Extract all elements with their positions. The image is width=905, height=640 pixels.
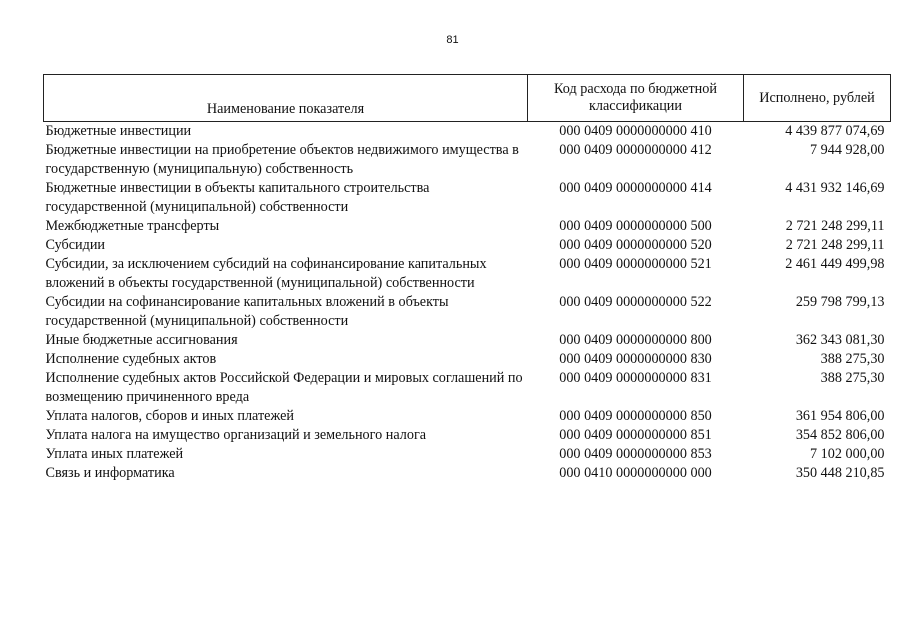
row-name: Субсидии на софинансирование капитальных вложений в объекты государственной (муниципальной) собственности <box>45 294 449 329</box>
table-body <box>44 122 891 484</box>
header-budget-code: Код расхода по бюджетной классификации <box>528 75 744 122</box>
row-name: Субсидии <box>45 237 106 253</box>
table-row <box>44 407 891 426</box>
row-code: 000 0409 0000000000 850 <box>559 408 712 424</box>
table-row <box>44 350 891 369</box>
row-amount: 362 343 081,30 <box>795 332 885 348</box>
row-amount: 2 721 248 299,11 <box>785 218 885 234</box>
table-row <box>44 293 891 331</box>
row-amount: 354 852 806,00 <box>795 427 885 443</box>
row-name: Связь и информатика <box>45 465 175 481</box>
row-amount: 259 798 799,13 <box>795 294 885 310</box>
table-row <box>44 464 891 483</box>
table-row <box>44 122 891 142</box>
row-code: 000 0409 0000000000 414 <box>559 180 712 196</box>
row-amount: 361 954 806,00 <box>795 408 885 424</box>
row-code: 000 0409 0000000000 851 <box>559 427 712 443</box>
row-code: 000 0409 0000000000 521 <box>559 256 712 272</box>
row-amount: 388 275,30 <box>820 370 885 386</box>
row-amount: 350 448 210,85 <box>795 465 885 481</box>
table-row <box>44 445 891 464</box>
row-amount: 2 721 248 299,11 <box>785 237 885 253</box>
row-amount: 7 102 000,00 <box>810 446 885 462</box>
row-code: 000 0409 0000000000 800 <box>559 332 712 348</box>
row-code: 000 0409 0000000000 412 <box>559 142 712 158</box>
row-name: Уплата налогов, сборов и иных платежей <box>45 408 294 424</box>
row-name: Бюджетные инвестиции <box>45 123 192 139</box>
budget-execution-table <box>43 74 891 483</box>
row-name: Уплата иных платежей <box>45 446 184 462</box>
row-amount: 7 944 928,00 <box>810 142 885 158</box>
row-code: 000 0409 0000000000 410 <box>559 123 712 139</box>
row-amount: 388 275,30 <box>820 351 885 367</box>
table-row <box>44 331 891 350</box>
table-row <box>44 217 891 236</box>
row-name: Бюджетные инвестиции на приобретение объектов недвижимого имущества в государственную (муниципальную) собственность <box>45 142 519 177</box>
row-name: Исполнение судебных актов <box>45 351 217 367</box>
row-code: 000 0409 0000000000 522 <box>559 294 712 310</box>
row-name: Бюджетные инвестиции в объекты капитального строительства государственной (муниципальной) собственности <box>45 180 430 215</box>
row-code: 000 0409 0000000000 830 <box>559 351 712 367</box>
row-code: 000 0410 0000000000 000 <box>559 465 712 481</box>
row-code: 000 0409 0000000000 831 <box>559 370 712 386</box>
table-row <box>44 179 891 217</box>
table-row <box>44 255 891 293</box>
row-code: 000 0409 0000000000 853 <box>559 446 712 462</box>
row-amount: 2 461 449 499,98 <box>785 256 885 272</box>
header-executed-amount: Исполнено, рублей <box>744 75 891 122</box>
row-name: Межбюджетные трансферты <box>45 218 220 234</box>
page-number: 81 <box>446 34 459 46</box>
row-name: Субсидии, за исключением субсидий на софинансирование капитальных вложений в объекты государственной (муниципальной) собственности <box>45 256 487 291</box>
header-indicator-name: Наименование показателя <box>44 75 528 122</box>
row-amount: 4 439 877 074,69 <box>785 123 885 139</box>
row-code: 000 0409 0000000000 520 <box>559 237 712 253</box>
table-row <box>44 369 891 407</box>
table-row <box>44 426 891 445</box>
table-row <box>44 141 891 179</box>
row-name: Иные бюджетные ассигнования <box>45 332 238 348</box>
row-code: 000 0409 0000000000 500 <box>559 218 712 234</box>
table-row <box>44 236 891 255</box>
table-header <box>44 75 891 122</box>
row-name: Уплата налога на имущество организаций и земельного налога <box>45 427 427 443</box>
row-name: Исполнение судебных актов Российской Федерации и мировых соглашений по возмещению причиненного вреда <box>45 370 523 405</box>
row-amount: 4 431 932 146,69 <box>785 180 885 196</box>
